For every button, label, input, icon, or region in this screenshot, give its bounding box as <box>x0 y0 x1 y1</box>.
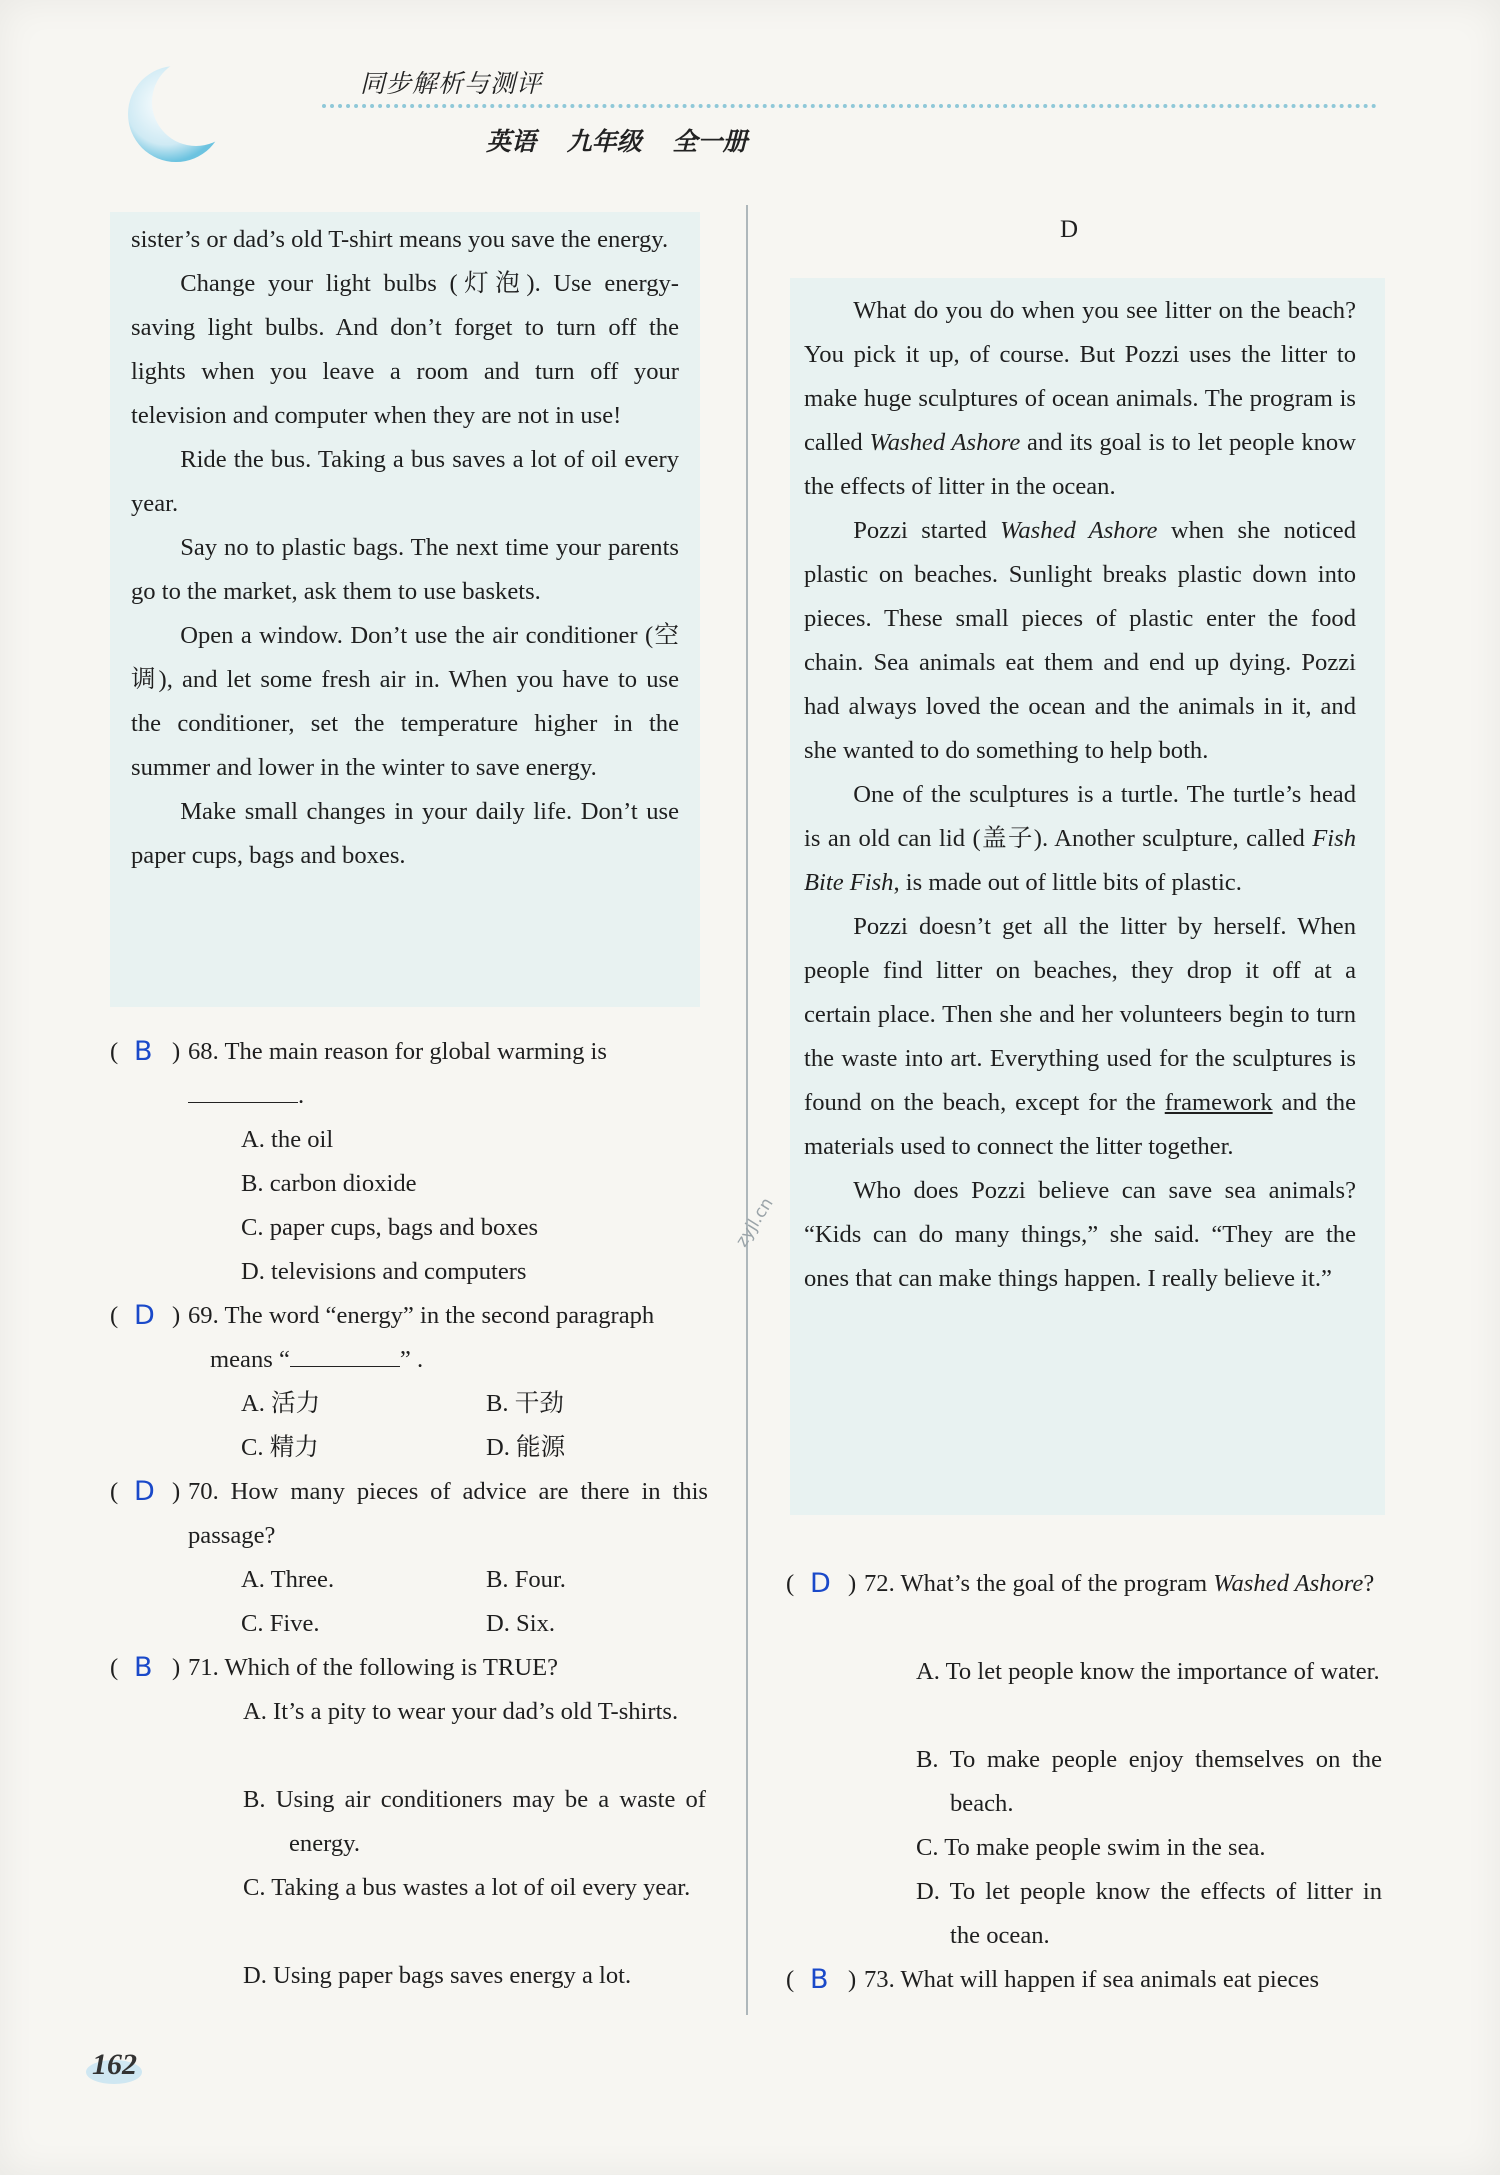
paragraph: What do you do when you see litter on the beach? You pick it up, of course. But Pozzi uses the litter to make huge sculptures of ocean animals. The program is called Washed Ashore and its goal is to let people know the effects of litter in the ocean. <box>804 297 1356 500</box>
answer-mark: B <box>810 1964 829 1995</box>
answer-blank <box>290 1340 400 1367</box>
option: D. 能源 <box>486 1434 566 1461</box>
passage-label: D <box>1060 216 1079 243</box>
passage-d-text <box>804 289 1356 1301</box>
option: B. To make people enjoy themselves on the beach. <box>916 1746 1382 1817</box>
passage-c-text <box>131 218 679 878</box>
paragraph: Make small changes in your daily life. Don’t use paper cups, bags and boxes. <box>131 798 679 869</box>
option: B. 干劲 <box>486 1390 564 1417</box>
header-dotted-rule <box>322 104 1377 108</box>
option: D. televisions and computers <box>241 1258 527 1285</box>
question-stem: 71. Which of the following is TRUE? <box>188 1654 559 1681</box>
question-71: ( B ) 71. Which of the following is TRUE? <box>110 1646 710 1690</box>
question-stem: 72. What’s the goal of the program Washed Ashore? <box>864 1570 1375 1597</box>
question-69: ( D ) 69. The word “energy” in the second paragraph means “ ” . <box>110 1294 710 1384</box>
option: A. Three. <box>241 1566 335 1593</box>
paragraph: Pozzi doesn’t get all the litter by herself. When people find litter on beaches, they drop it off at a certain place. Then she and her volunteers begin to turn the waste into art. Everything used for the sculptures is found on the beach, except for the framework and the materials used to connect the litter together. <box>804 913 1356 1160</box>
paragraph: Say no to plastic bags. The next time your parents go to the market, ask them to use baskets. <box>131 534 679 605</box>
question-73: ( B ) 73. What will happen if sea animals eat pieces <box>786 1958 1386 2002</box>
option: B. carbon dioxide <box>241 1170 417 1197</box>
option: C. 精力 <box>241 1434 319 1461</box>
option: D. To let people know the effects of litter in the ocean. <box>916 1878 1382 1949</box>
option: A. To let people know the importance of water. <box>916 1658 1380 1685</box>
paragraph: Who does Pozzi believe can save sea animals? “Kids can do many things,” she said. “They are the ones that can make things happen. I really believe it.” <box>804 1177 1356 1292</box>
option: D. Using paper bags saves energy a lot. <box>243 1962 632 1989</box>
crescent-logo-icon <box>118 62 248 172</box>
question-68: ( B ) 68. The main reason for global warming is . <box>110 1030 710 1120</box>
answer-blank <box>188 1076 298 1103</box>
option: D. Six. <box>486 1610 556 1637</box>
option: A. the oil <box>241 1126 334 1153</box>
paragraph: One of the sculptures is a turtle. The turtle’s head is an old can lid (盖子). Another sculpture, called Fish Bite Fish, is made out of little bits of plastic. <box>804 781 1356 896</box>
option: C. Taking a bus wastes a lot of oil every year. <box>243 1874 691 1901</box>
question-stem: 69. The word “energy” in the second paragraph means “ ” . <box>188 1302 655 1373</box>
option: A. 活力 <box>241 1390 321 1417</box>
question-72: ( D ) 72. What’s the goal of the program Washed Ashore? <box>786 1562 1386 1650</box>
underlined-word: framework <box>1164 1089 1273 1116</box>
option: B. Using air conditioners may be a waste of energy. <box>243 1786 706 1857</box>
option: C. To make people swim in the sea. <box>916 1834 1266 1861</box>
question-stem: 68. The main reason for global warming is . <box>188 1038 607 1109</box>
column-divider <box>746 205 748 2015</box>
paragraph: Open a window. Don’t use the air conditioner (空 调), and let some fresh air in. When you have to use the conditioner, set the temperature higher in the summer and lower in the winter to save energy. <box>131 622 679 781</box>
question-70: ( D ) 70. How many pieces of advice are there in this passage? <box>110 1470 710 1560</box>
watermark: zyjl.cn <box>732 1194 778 1251</box>
answer-mark: D <box>134 1300 155 1331</box>
page-number: 162 <box>92 2048 137 2081</box>
paragraph: Ride the bus. Taking a bus saves a lot of oil every year. <box>131 446 679 517</box>
option: B. Four. <box>486 1566 566 1593</box>
answer-mark: B <box>134 1036 153 1067</box>
option: C. paper cups, bags and boxes <box>241 1214 539 1241</box>
option: C. Five. <box>241 1610 320 1637</box>
answer-mark: B <box>134 1652 153 1683</box>
answer-mark: D <box>810 1568 831 1599</box>
option: A. It’s a pity to wear your dad’s old T-shirts. <box>243 1698 679 1725</box>
series-title: 同步解析与测评 <box>360 69 543 98</box>
book-subtitle: 英语 九年级 全一册 <box>486 127 748 156</box>
question-stem: 73. What will happen if sea animals eat pieces <box>864 1966 1320 1993</box>
answer-mark: D <box>134 1476 155 1507</box>
paragraph: sister’s or dad’s old T-shirt means you save the energy. <box>131 226 669 253</box>
question-stem: 70. How many pieces of advice are there in this passage? <box>188 1478 708 1549</box>
paragraph: Pozzi started Washed Ashore when she noticed plastic on beaches. Sunlight breaks plastic down into pieces. These small pieces of plastic enter the food chain. Sea animals eat them and end up dying. Pozzi had always loved the ocean and the animals in it, and she wanted to do something to help both. <box>804 517 1356 764</box>
paragraph: Change your light bulbs (灯泡). Use energy-saving light bulbs. And don’t forget to turn off the lights when you leave a room and turn off your television and computer when they are not in use! <box>131 270 679 429</box>
